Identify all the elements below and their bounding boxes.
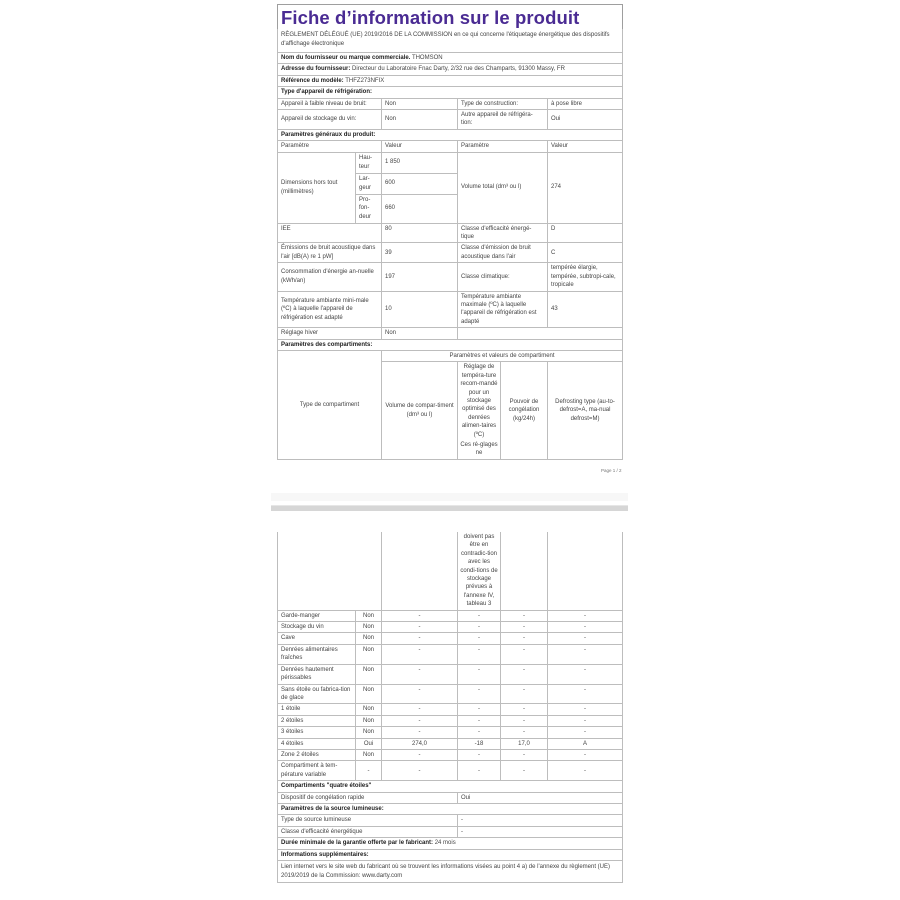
compartment-temp: - bbox=[458, 704, 501, 715]
temp-header-continued: doivent pas être en contradic-tion avec les condi-tions de stockage prévues à l'annexe IV, tableau 3 bbox=[458, 532, 501, 610]
compartment-present: Non bbox=[356, 749, 382, 760]
compartment-temp: - bbox=[458, 644, 501, 664]
warranty-row bbox=[278, 838, 623, 849]
compartment-temp: -18 bbox=[458, 738, 501, 749]
supplier-row bbox=[278, 53, 623, 64]
compartment-present: Oui bbox=[356, 738, 382, 749]
value-header-2: Valeur bbox=[548, 141, 623, 152]
compartment-type: Zone 2 étoiles bbox=[278, 749, 356, 760]
temp-header-part1: Réglage de tempéra-ture recom-mandé pour un stockage optimisé des denrées alimen-taires (ºC) bbox=[460, 364, 498, 438]
compartment-table bbox=[277, 532, 623, 781]
address-label: Adresse du fournisseur: bbox=[281, 66, 351, 73]
compartment-temp: - bbox=[458, 622, 501, 633]
general-row bbox=[278, 243, 623, 263]
model-row bbox=[278, 75, 623, 86]
total-volume-value: 274 bbox=[548, 152, 623, 223]
compartment-freeze: - bbox=[501, 704, 548, 715]
winter-setting-value: Non bbox=[382, 328, 458, 339]
compartment-present: Non bbox=[356, 633, 382, 644]
model-label: Référence du modèle: bbox=[281, 77, 344, 84]
compartment-defrost: - bbox=[548, 664, 623, 684]
four-star-section-heading: Compartiments "quatre étoiles" bbox=[278, 781, 623, 792]
warranty-label: Durée minimale de la garantie offerte par le fabricant: bbox=[281, 840, 434, 847]
compartment-type: 4 étoiles bbox=[278, 738, 356, 749]
general-header-row bbox=[278, 141, 623, 152]
compartment-volume: - bbox=[382, 684, 458, 704]
page-title: Fiche d’information sur le produit bbox=[281, 7, 580, 28]
light-type-label: Type de source lumineuse bbox=[278, 815, 458, 826]
light-class-label: Classe d'efficacité énergétique bbox=[278, 826, 458, 837]
compartment-header-table bbox=[277, 351, 623, 460]
footer-table bbox=[277, 781, 623, 883]
compartment-volume: - bbox=[382, 610, 458, 621]
compartment-volume: - bbox=[382, 749, 458, 760]
compartment-freeze: 17,0 bbox=[501, 738, 548, 749]
compartment-freeze: - bbox=[501, 727, 548, 738]
compartment-volume: - bbox=[382, 727, 458, 738]
compartment-type: Garde-manger bbox=[278, 610, 356, 621]
supplier-value: THOMSON bbox=[411, 55, 443, 61]
compartment-type: Denrées alimentaires fraîches bbox=[278, 644, 356, 664]
climate-class-label: Classe climatique: bbox=[458, 263, 548, 291]
dimension-row bbox=[278, 152, 623, 173]
param-header-2: Paramètre bbox=[458, 141, 548, 152]
noise-class-label: Classe d'émission de bruit acoustique dans l'air bbox=[458, 243, 548, 263]
compartment-type: 1 étoile bbox=[278, 704, 356, 715]
min-temp-label: Température ambiante mini-male (ºC) à laquelle l'appareil de réfrigération est adapté bbox=[278, 291, 382, 328]
compartment-present: Non bbox=[356, 664, 382, 684]
compartment-temp: - bbox=[458, 610, 501, 621]
compartment-type: Denrées hautement périssables bbox=[278, 664, 356, 684]
winter-row bbox=[278, 328, 623, 339]
compartment-defrost: - bbox=[548, 727, 623, 738]
compartment-row bbox=[278, 704, 623, 715]
light-row bbox=[278, 826, 623, 837]
compartment-row bbox=[278, 633, 623, 644]
type-section-heading: Type d'appareil de réfrigération: bbox=[278, 87, 623, 98]
general-section-heading: Paramètres généraux du produit: bbox=[278, 129, 623, 140]
compartment-freeze: - bbox=[501, 715, 548, 726]
energy-consumption-value: 197 bbox=[382, 263, 458, 291]
compartment-present: Non bbox=[356, 610, 382, 621]
other-appliance-value: Oui bbox=[548, 110, 623, 130]
fast-freeze-label: Dispositif de congélation rapide bbox=[278, 792, 458, 803]
energy-class-label: Classe d'efficacité énergé-tique bbox=[458, 223, 548, 243]
compartment-freeze: - bbox=[501, 610, 548, 621]
wine-storage-value: Non bbox=[382, 110, 458, 130]
empty-cell bbox=[458, 328, 623, 339]
height-value: 1 850 bbox=[382, 152, 458, 173]
compartment-freeze: - bbox=[501, 644, 548, 664]
width-label: Lar-geur bbox=[356, 173, 382, 194]
other-appliance-label: Autre appareil de réfrigéra-tion: bbox=[458, 110, 548, 130]
depth-value: 660 bbox=[382, 194, 458, 223]
compartment-row bbox=[278, 684, 623, 704]
compartment-present: Non bbox=[356, 715, 382, 726]
defrost-type-header: Defrosting type (au-to-defrost=A, ma-nual defrost=M) bbox=[548, 362, 623, 459]
energy-consumption-label: Consommation d'énergie an-nuelle (kWh/an) bbox=[278, 263, 382, 291]
noise-class-value: C bbox=[548, 243, 623, 263]
iee-label: IEE bbox=[278, 223, 382, 243]
page-2 bbox=[277, 532, 622, 883]
compartment-row bbox=[278, 727, 623, 738]
compartment-type: 2 étoiles bbox=[278, 715, 356, 726]
page-number: Page 1 / 2 bbox=[601, 468, 622, 473]
compartment-defrost: - bbox=[548, 644, 623, 664]
compartment-row bbox=[278, 749, 623, 760]
light-row bbox=[278, 815, 623, 826]
type-row bbox=[278, 110, 623, 130]
address-value: Directeur du Laboratoire Fnac Darty, 2/32 rue des Champarts, 91300 Massy, FR bbox=[352, 66, 565, 73]
compartment-freeze: - bbox=[501, 633, 548, 644]
light-section-heading: Paramètres de la source lumineuse: bbox=[278, 804, 623, 815]
compartment-type: 3 étoiles bbox=[278, 727, 356, 738]
empty-cell bbox=[382, 532, 458, 610]
compartment-row bbox=[278, 715, 623, 726]
compartment-defrost: - bbox=[548, 715, 623, 726]
supplier-label: Nom du fournisseur ou marque commerciale. bbox=[281, 55, 411, 61]
compartment-group-header: Paramètres et valeurs de compartiment bbox=[382, 351, 623, 362]
compartment-present: Non bbox=[356, 704, 382, 715]
compartment-defrost: - bbox=[548, 704, 623, 715]
climate-class-value: tempérée élargie, tempérée, subtropi-cale, tropicale bbox=[548, 263, 623, 291]
page-separator bbox=[271, 505, 628, 511]
compartment-temp: - bbox=[458, 761, 501, 781]
general-row bbox=[278, 291, 623, 328]
compartment-freeze: - bbox=[501, 749, 548, 760]
manufacturer-link[interactable]: www.darty.com bbox=[362, 872, 403, 879]
compartment-freeze: - bbox=[501, 761, 548, 781]
temp-header-part2: Ces ré-glages ne bbox=[460, 442, 498, 457]
empty-cell bbox=[548, 532, 623, 610]
compartment-defrost: - bbox=[548, 622, 623, 633]
fast-freeze-value: Oui bbox=[458, 792, 623, 803]
regulation-text: RÈGLEMENT DÉLÉGUÉ (UE) 2019/2016 DE LA COMMISSION en ce qui concerne l'étiquetage énergétique des dispositifs d'affichage électronique bbox=[278, 29, 623, 53]
general-row bbox=[278, 223, 623, 243]
empty-cell bbox=[278, 532, 382, 610]
compartment-temp: - bbox=[458, 684, 501, 704]
compartment-row bbox=[278, 761, 623, 781]
param-header: Paramètre bbox=[278, 141, 382, 152]
light-class-value: - bbox=[458, 826, 623, 837]
compartment-present: - bbox=[356, 761, 382, 781]
extra-info-text: Lien internet vers le site web du fabricant où se trouvent les informations visées au point 4 a) de l'annexe du règlement (UE) 2019/2019 de la Commission: bbox=[281, 864, 610, 879]
construction-label: Type de construction: bbox=[458, 98, 548, 109]
compartment-row bbox=[278, 610, 623, 621]
compartment-freeze: - bbox=[501, 622, 548, 633]
construction-value: à pose libre bbox=[548, 98, 623, 109]
min-temp-value: 10 bbox=[382, 291, 458, 328]
compartment-present: Non bbox=[356, 644, 382, 664]
total-volume-label: Volume total (dm³ ou l) bbox=[458, 152, 548, 223]
compartment-defrost: - bbox=[548, 610, 623, 621]
energy-class-value: D bbox=[548, 223, 623, 243]
product-info-table-page1 bbox=[277, 4, 623, 351]
max-temp-label: Température ambiante maximale (ºC) à laquelle l'appareil de réfrigération est adapté bbox=[458, 291, 548, 328]
compartment-freeze: - bbox=[501, 664, 548, 684]
page-gap bbox=[271, 493, 628, 501]
compartment-volume: - bbox=[382, 715, 458, 726]
light-type-value: - bbox=[458, 815, 623, 826]
freezing-capacity-header: Pouvoir de congélation (kg/24h) bbox=[501, 362, 548, 459]
compartment-freeze: - bbox=[501, 684, 548, 704]
compartment-type: Compartiment à tem-pérature variable bbox=[278, 761, 356, 781]
compartment-type-header: Type de compartiment bbox=[278, 351, 382, 459]
fast-freeze-row bbox=[278, 792, 623, 803]
compartment-defrost: A bbox=[548, 738, 623, 749]
compartment-volume: - bbox=[382, 761, 458, 781]
max-temp-value: 43 bbox=[548, 291, 623, 328]
compartment-temp-header bbox=[458, 362, 501, 459]
compartment-volume: - bbox=[382, 704, 458, 715]
compartment-row bbox=[278, 644, 623, 664]
compartment-type: Cave bbox=[278, 633, 356, 644]
noise-emission-value: 39 bbox=[382, 243, 458, 263]
height-label: Hau-teur bbox=[356, 152, 382, 173]
page-1 bbox=[277, 4, 622, 460]
wine-storage-label: Appareil de stockage du vin: bbox=[278, 110, 382, 130]
noise-emission-label: Émissions de bruit acoustique dans l'air [dB(A) re 1 pW] bbox=[278, 243, 382, 263]
compartment-defrost: - bbox=[548, 761, 623, 781]
compartment-volume: - bbox=[382, 633, 458, 644]
compartment-volume: - bbox=[382, 664, 458, 684]
compartment-temp: - bbox=[458, 727, 501, 738]
compartment-type: Sans étoile ou fabrica-tion de glace bbox=[278, 684, 356, 704]
compartment-temp: - bbox=[458, 715, 501, 726]
extra-info-row bbox=[278, 861, 623, 883]
warranty-value: 24 mois bbox=[434, 840, 456, 847]
depth-label: Pro-fon-deur bbox=[356, 194, 382, 223]
compartment-defrost: - bbox=[548, 633, 623, 644]
compartment-section-heading: Paramètres des compartiments: bbox=[278, 339, 623, 350]
compartment-type: Stockage du vin bbox=[278, 622, 356, 633]
compartment-volume: 274,0 bbox=[382, 738, 458, 749]
low-noise-label: Appareil à faible niveau de bruit: bbox=[278, 98, 382, 109]
value-header: Valeur bbox=[382, 141, 458, 152]
compartment-volume: - bbox=[382, 644, 458, 664]
compartment-present: Non bbox=[356, 684, 382, 704]
compartment-present: Non bbox=[356, 727, 382, 738]
compartment-temp: - bbox=[458, 749, 501, 760]
dimensions-label: Dimensions hors tout (millimètres) bbox=[278, 152, 356, 223]
compartment-temp: - bbox=[458, 664, 501, 684]
empty-cell bbox=[501, 532, 548, 610]
compartment-present: Non bbox=[356, 622, 382, 633]
compartment-row bbox=[278, 664, 623, 684]
compartment-defrost: - bbox=[548, 684, 623, 704]
type-row bbox=[278, 98, 623, 109]
compartment-defrost: - bbox=[548, 749, 623, 760]
iee-value: 80 bbox=[382, 223, 458, 243]
compartment-volume-header: Volume de compar-timent (dm³ ou l) bbox=[382, 362, 458, 459]
compartment-temp: - bbox=[458, 633, 501, 644]
model-value: THFZ273NFIX bbox=[345, 77, 385, 84]
compartment-row bbox=[278, 622, 623, 633]
extra-info-heading: Informations supplémentaires: bbox=[278, 849, 623, 860]
compartment-row bbox=[278, 738, 623, 749]
general-row bbox=[278, 263, 623, 291]
winter-setting-label: Réglage hiver bbox=[278, 328, 382, 339]
address-row bbox=[278, 64, 623, 75]
width-value: 600 bbox=[382, 173, 458, 194]
low-noise-value: Non bbox=[382, 98, 458, 109]
compartment-volume: - bbox=[382, 622, 458, 633]
